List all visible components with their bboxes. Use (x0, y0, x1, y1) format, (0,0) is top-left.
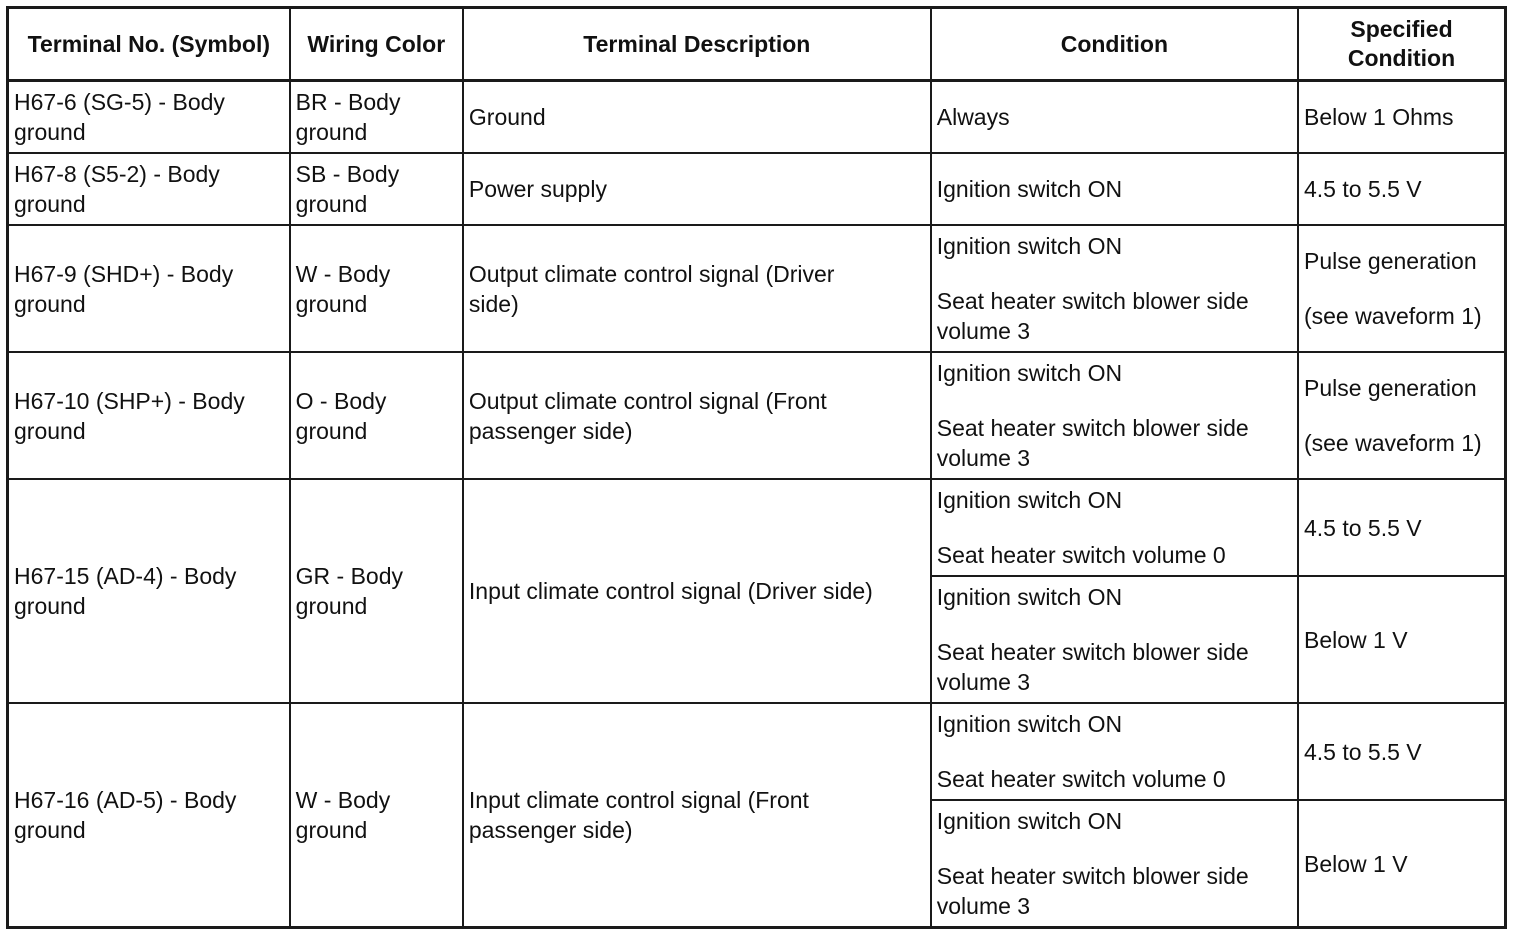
header-specified-condition (1298, 8, 1506, 81)
table-row (8, 703, 1506, 800)
table-header-row (8, 8, 1506, 81)
wiring-text: W - Body (295, 787, 391, 813)
wiring-text: BR - Body (295, 89, 401, 115)
wiring-text: W - Body (295, 260, 391, 287)
terminal-cell (8, 703, 290, 928)
condition-text: Seat heater switch volume 0 (936, 766, 1226, 792)
terminal-cell (8, 153, 290, 225)
table-row (8, 352, 1506, 479)
description-text: Input climate control signal (Driver side) (468, 578, 873, 604)
description-text: Input climate control signal (Front (468, 787, 809, 813)
wiring-text: ground (295, 817, 368, 843)
specified-text: Below 1 Ohms (1303, 104, 1454, 130)
wiring-cell (290, 479, 463, 703)
specified-text: Pulse generation (1303, 375, 1477, 401)
condition-text: Ignition switch ON (936, 808, 1123, 834)
description-cell (463, 225, 931, 352)
wiring-text: SB - Body (295, 161, 400, 187)
wiring-cell (290, 703, 463, 928)
wiring-text: ground (295, 119, 368, 145)
terminal-cell (8, 479, 290, 703)
terminal-text: H67-15 (AD-4) - Body (14, 563, 237, 589)
specified-text: Below 1 V (1303, 626, 1408, 653)
condition-cell (931, 479, 1298, 576)
specified-text: 4.5 to 5.5 V (1303, 514, 1422, 541)
wiring-cell (290, 225, 463, 352)
wiring-text: GR - Body (295, 563, 404, 589)
header-terminal-description: Terminal Description (463, 8, 931, 81)
terminal-cell (8, 352, 290, 479)
header-terminal: Terminal No. (Symbol) (8, 8, 290, 81)
header-wiring-color: Wiring Color (290, 8, 463, 81)
condition-text: Ignition switch ON (936, 360, 1123, 386)
wiring-text: ground (295, 593, 368, 619)
condition-text: Seat heater switch blower side (936, 288, 1249, 314)
description-cell (463, 703, 931, 928)
terminal-cell (8, 225, 290, 352)
table-row (8, 81, 1506, 154)
condition-cell (931, 800, 1298, 928)
specified-cell (1298, 81, 1506, 154)
description-text: Ground (468, 104, 546, 130)
description-cell (463, 479, 931, 703)
header-specified-line1: Specified (1350, 16, 1453, 42)
terminal-text: H67-6 (SG-5) - Body (14, 89, 225, 115)
description-text: Output climate control signal (Front (468, 387, 827, 414)
wiring-text: ground (295, 417, 368, 444)
terminal-text: ground (14, 417, 86, 444)
terminal-text: ground (14, 290, 86, 317)
condition-text: Ignition switch ON (936, 487, 1123, 513)
specified-text: (see waveform 1) (1303, 430, 1482, 456)
specified-cell (1298, 479, 1506, 576)
description-text: side) (468, 290, 519, 317)
condition-text: volume 3 (936, 669, 1031, 695)
wiring-cell (290, 153, 463, 225)
condition-text: Seat heater switch blower side (936, 639, 1249, 665)
description-text: Power supply (468, 176, 607, 202)
specified-text: (see waveform 1) (1303, 303, 1482, 329)
condition-cell (931, 576, 1298, 703)
specified-cell (1298, 225, 1506, 352)
header-condition: Condition (931, 8, 1298, 81)
condition-text: Seat heater switch blower side (936, 415, 1249, 441)
specified-text: Below 1 V (1303, 850, 1408, 877)
description-cell (463, 153, 931, 225)
table-row (8, 479, 1506, 576)
terminal-text: ground (14, 593, 86, 619)
description-cell (463, 81, 931, 154)
terminal-text: H67-10 (SHP+) - Body (14, 387, 245, 414)
condition-text: volume 3 (936, 318, 1031, 344)
description-cell (463, 352, 931, 479)
condition-cell (931, 352, 1298, 479)
terminal-text: ground (14, 817, 86, 843)
terminal-text: H67-9 (SHD+) - Body (14, 260, 234, 287)
specified-cell (1298, 576, 1506, 703)
description-text: passenger side) (468, 817, 633, 843)
terminal-text: ground (14, 119, 86, 145)
condition-text: Ignition switch ON (936, 233, 1123, 259)
specified-cell (1298, 800, 1506, 928)
condition-text: Seat heater switch volume 0 (936, 542, 1226, 568)
wiring-text: ground (295, 290, 368, 317)
specified-cell (1298, 153, 1506, 225)
condition-text: volume 3 (936, 893, 1031, 919)
description-text: Output climate control signal (Driver (468, 260, 835, 287)
terminal-spec-table-wrap (6, 6, 1507, 929)
specified-text: 4.5 to 5.5 V (1303, 738, 1422, 765)
condition-cell (931, 225, 1298, 352)
condition-cell (931, 81, 1298, 154)
condition-text: volume 3 (936, 445, 1031, 471)
condition-text: Ignition switch ON (936, 584, 1123, 610)
terminal-text: ground (14, 191, 86, 217)
specified-text: 4.5 to 5.5 V (1303, 176, 1422, 202)
wiring-text: O - Body (295, 387, 387, 414)
condition-text: Ignition switch ON (936, 711, 1123, 737)
terminal-cell (8, 81, 290, 154)
terminal-spec-table (6, 6, 1507, 929)
table-row (8, 225, 1506, 352)
condition-text: Ignition switch ON (936, 176, 1123, 202)
wiring-text: ground (295, 191, 368, 217)
terminal-text: H67-16 (AD-5) - Body (14, 787, 237, 813)
table-row (8, 153, 1506, 225)
specified-text: Pulse generation (1303, 248, 1477, 274)
specified-cell (1298, 703, 1506, 800)
wiring-cell (290, 352, 463, 479)
specified-cell (1298, 352, 1506, 479)
header-specified-line2: Condition (1347, 45, 1456, 71)
condition-text: Seat heater switch blower side (936, 863, 1249, 889)
condition-text: Always (936, 104, 1010, 130)
wiring-cell (290, 81, 463, 154)
terminal-text: H67-8 (S5-2) - Body (14, 161, 220, 187)
condition-cell (931, 153, 1298, 225)
description-text: passenger side) (468, 417, 633, 444)
condition-cell (931, 703, 1298, 800)
